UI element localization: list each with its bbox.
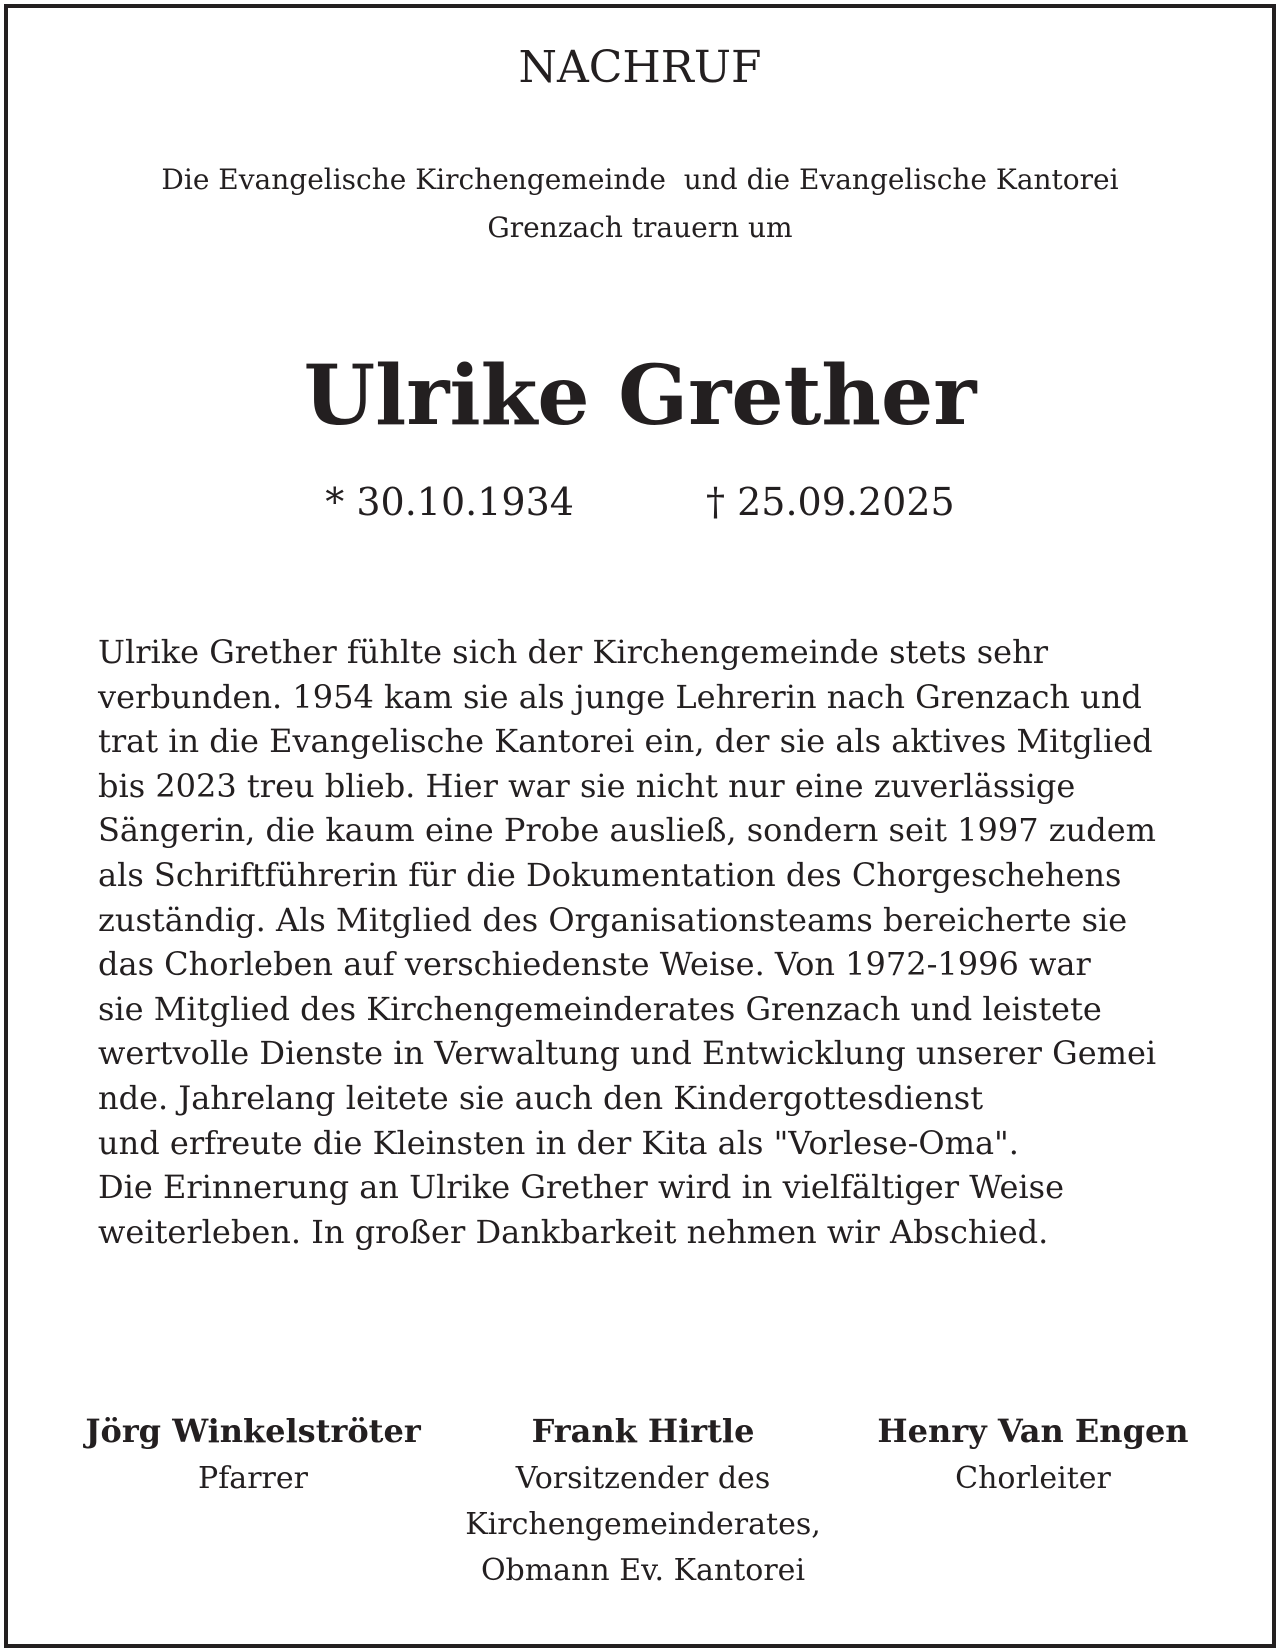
body-line: das Chorleben auf verschiedenste Weise. Von 1972-1996 war [98,945,1091,984]
signer-role: Vorsitzender des [515,1461,771,1496]
obituary-frame [4,4,1276,1648]
signer-name: Henry Van Engen [877,1412,1189,1450]
intro-text [88,156,1192,252]
body-line: trat in die Evangelische Kantorei ein, der sie als aktives Mitglied [98,722,1153,761]
signer-role: Kirchengemeinderates, [465,1507,821,1542]
body-line: zuständig. Als Mitglied des Organisationsteams bereicherte sie [98,900,1128,939]
body-line: weiterleben. In großer Dankbarkeit nehmen wir Abschied. [98,1212,1049,1251]
deceased-name: Ulrike Grether [303,348,977,444]
signer-role: Pfarrer [198,1461,308,1496]
body-line: Ulrike Grether fühlte sich der Kirchengemeinde stets sehr [98,633,1049,671]
intro-line: Grenzach trauern um [487,211,793,244]
signer-role: Chorleiter [955,1461,1111,1496]
signer-choir-director [848,1406,1218,1594]
signer-name: Frank Hirtle [531,1412,755,1450]
body-line: wertvolle Dienste in Verwaltung und Entwicklung unserer Gemei [98,1034,1157,1073]
signers [68,1406,1218,1594]
body-line: sie Mitglied des Kirchengemeinderates Grenzach und leistete [98,989,1102,1028]
body-line: Sängerin, die kaum eine Probe ausließ, sondern seit 1997 zudem [98,811,1157,850]
body-line: und erfreute die Kleinsten in der Kita als "Vorlese-Oma". [98,1123,1019,1162]
death-date: † 25.09.2025 [706,480,955,524]
signer-chairman [458,1406,828,1594]
birth-date: * 30.10.1934 [325,480,574,524]
intro-line: Die Evangelische Kirchengemeinde und die Evangelische Kantorei [161,163,1119,196]
body-line: nde. Jahrelang leitete sie auch den Kindergottesdienst [98,1078,984,1117]
obituary-heading: NACHRUF [518,42,762,93]
signer-role: Obmann Ev. Kantorei [480,1553,806,1588]
signer-name: Jörg Winkelströter [85,1412,421,1450]
obituary-body [98,630,1218,1254]
body-line: verbunden. 1954 kam sie als junge Lehrerin nach Grenzach und [98,677,1142,716]
body-line: Die Erinnerung an Ulrike Grether wird in vielfältiger Weise [98,1168,1065,1207]
signer-pastor [68,1406,438,1594]
life-dates [8,478,1272,526]
body-line: als Schriftführerin für die Dokumentation des Chorgeschehens [98,855,1122,894]
body-line: bis 2023 treu blieb. Hier war sie nicht nur eine zuverlässige [98,766,1076,805]
